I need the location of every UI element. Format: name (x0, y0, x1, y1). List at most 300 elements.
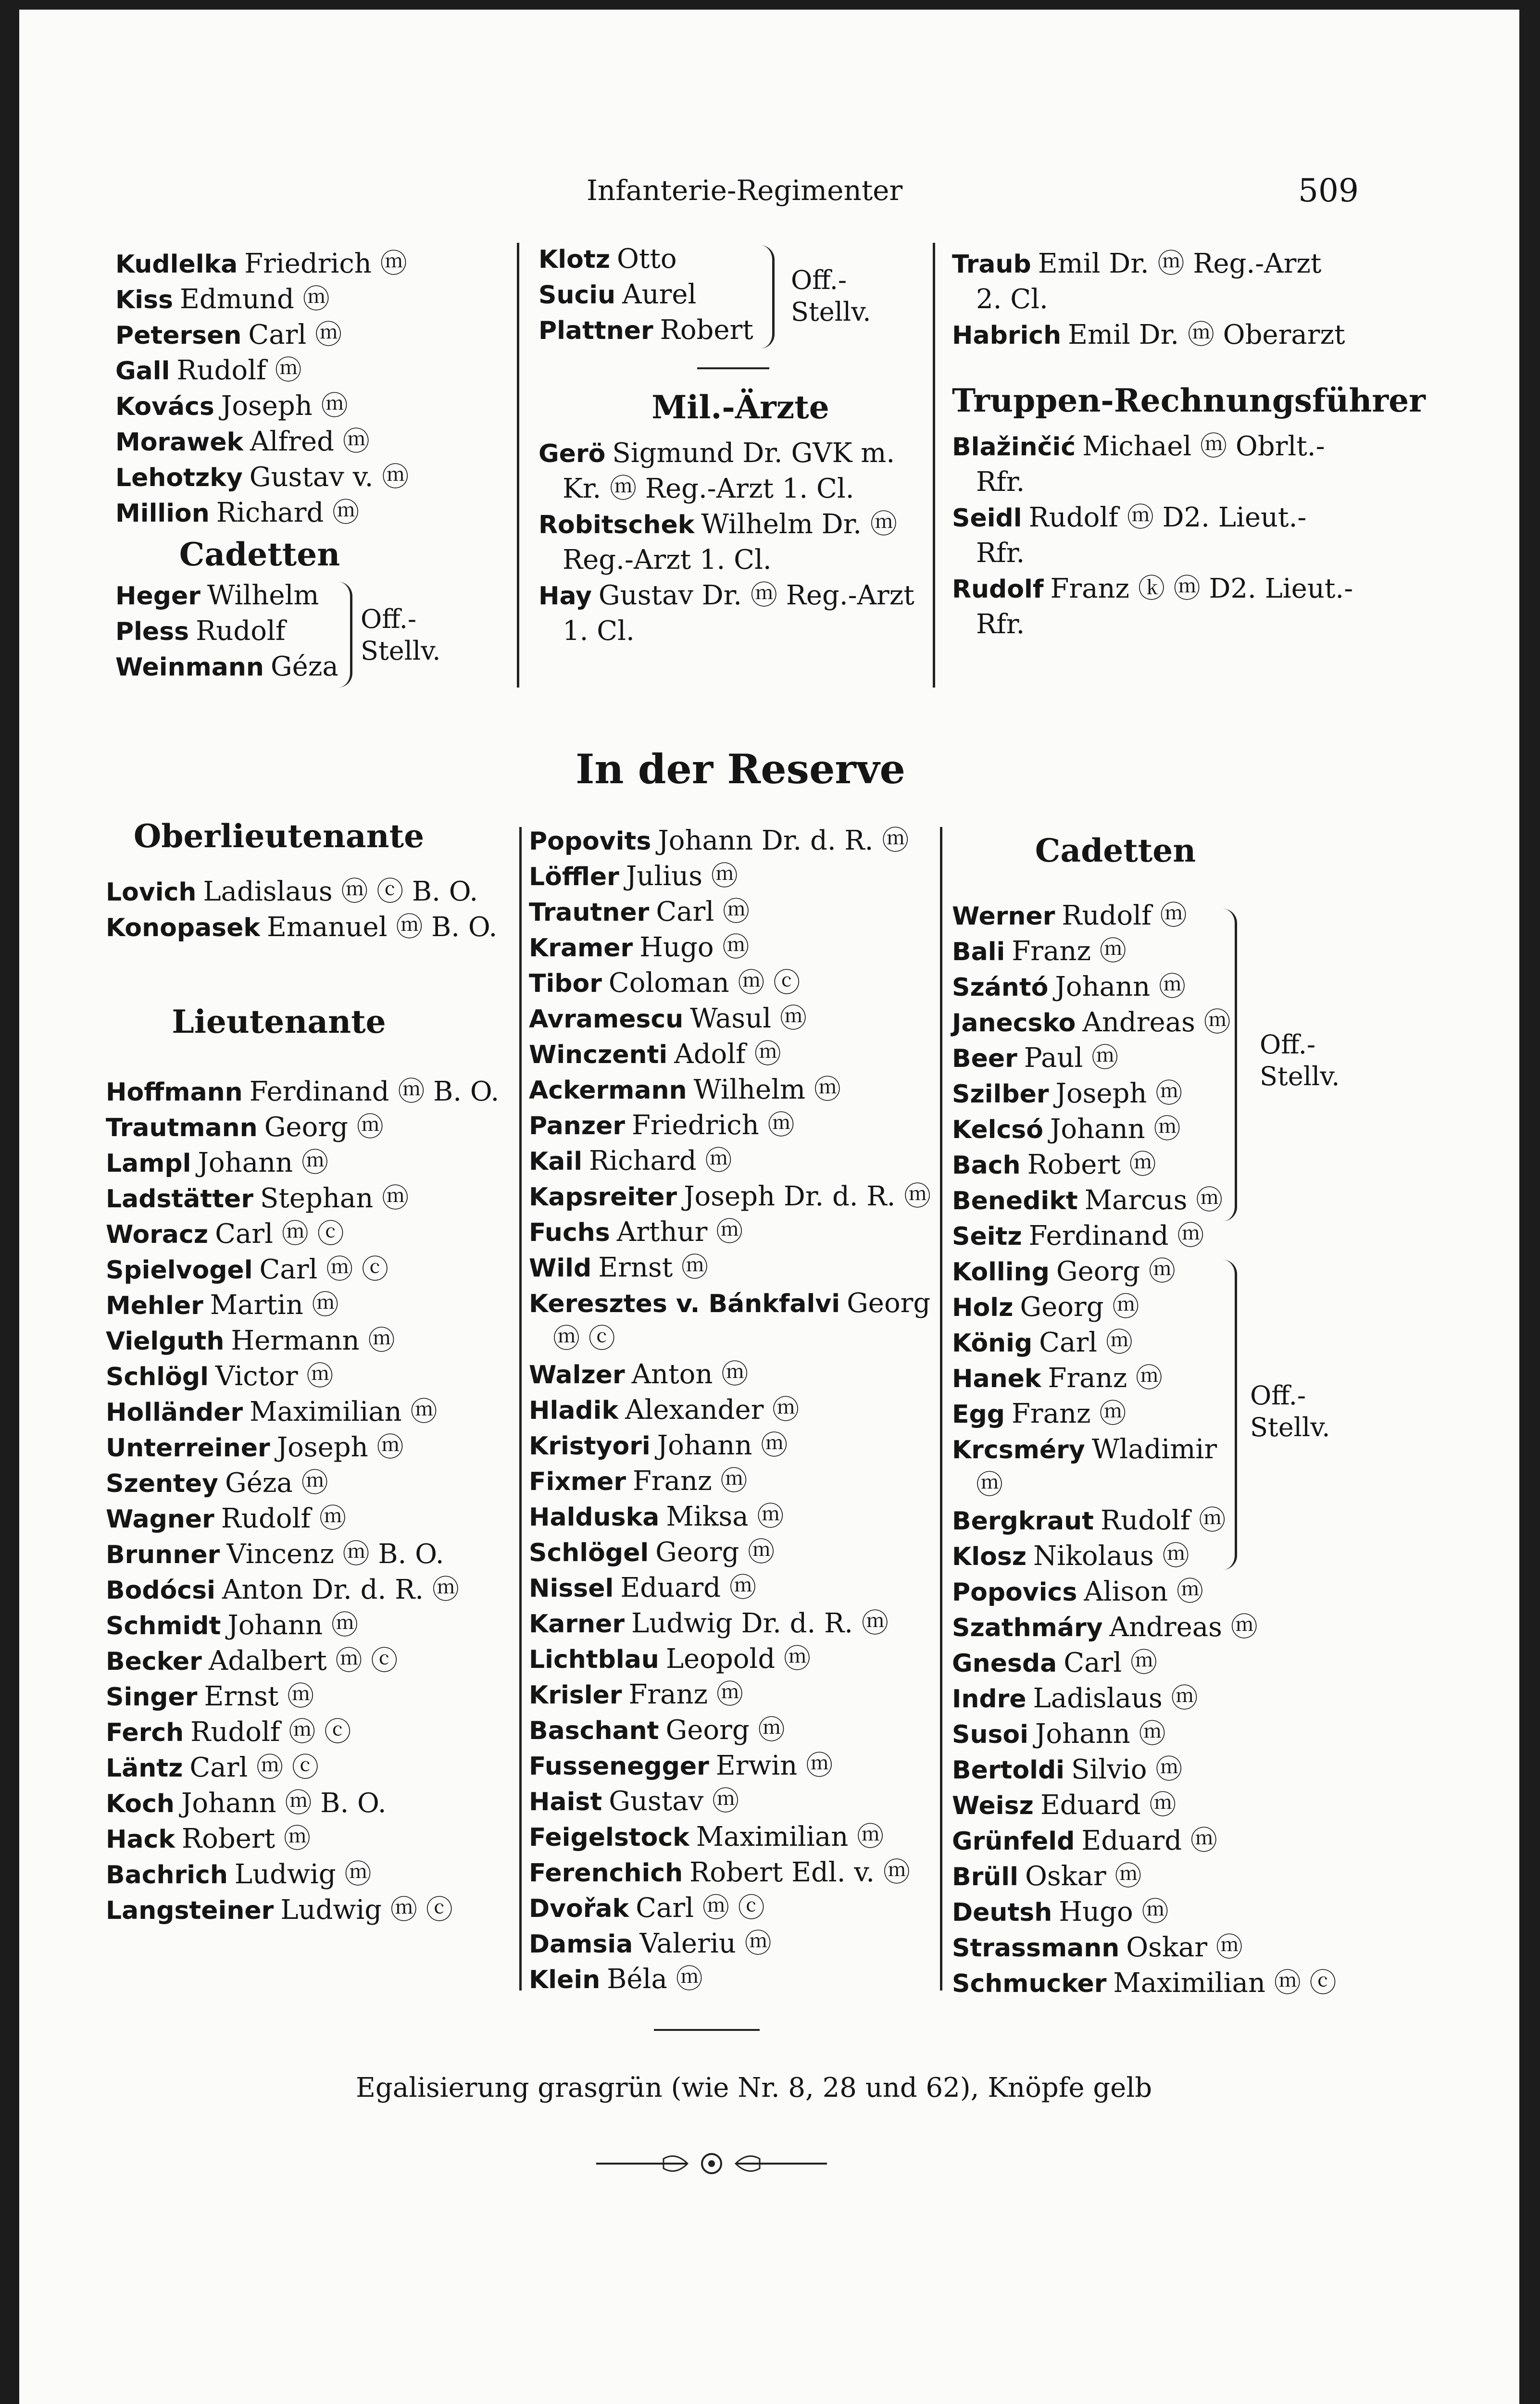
surname: Fussenegger (529, 1752, 709, 1781)
surname: Wagner (106, 1505, 214, 1534)
off-stellv-label (791, 264, 871, 328)
entry-line (952, 1859, 1414, 1894)
entry-detail: Carl ⓜ ⓒ (189, 1752, 319, 1783)
entry-line (952, 1503, 1414, 1539)
page-number: 509 (1298, 172, 1359, 209)
entry-detail: Miksa ⓜ (666, 1501, 784, 1532)
entry-continuation: 2. Cl. (976, 284, 1048, 315)
entry-line (529, 1713, 952, 1748)
entry-detail: Marcus ⓜ (1084, 1185, 1223, 1216)
entry-line (529, 1855, 952, 1891)
entry-detail: Erwin ⓜ (715, 1750, 833, 1781)
entry-detail: Rudolf ⓜ (221, 1503, 346, 1534)
entry-detail: Julius ⓜ (626, 861, 738, 892)
surname: Gnesda (952, 1649, 1057, 1678)
off-stellv-label (1250, 1380, 1330, 1443)
entry-line (115, 353, 500, 388)
entry-detail: Carl ⓜ (248, 319, 342, 351)
surname: Krcsméry (952, 1436, 1085, 1465)
entry-detail: Valeriu ⓜ (639, 1928, 772, 1959)
entry-detail: Béla ⓜ (607, 1964, 703, 1995)
surname: Klotz (538, 245, 610, 274)
entry-line (529, 894, 952, 930)
entry-line (952, 1645, 1414, 1681)
surname: Vielguth (106, 1327, 225, 1356)
surname: Szentey (106, 1469, 219, 1498)
surname: Bachrich (106, 1861, 228, 1890)
surname: Spielvogel (106, 1256, 253, 1285)
entry-detail: Franz ⓜ (1012, 936, 1127, 967)
surname: Löffler (529, 863, 619, 891)
entry-line (106, 1608, 529, 1643)
surname: Singer (106, 1683, 198, 1712)
surname: Benedikt (952, 1187, 1078, 1215)
mil-aerzte-heading: Mil.-Ärzte (651, 388, 829, 426)
surname: Konopasek (106, 914, 260, 942)
entry-detail: Emanuel ⓜ B. O. (266, 912, 498, 943)
entry-line (115, 388, 500, 424)
surname: Halduska (529, 1503, 660, 1532)
surname: Brunner (106, 1540, 220, 1569)
surname: Hoffmann (106, 1078, 243, 1107)
surname: Ladstätter (106, 1185, 253, 1214)
entry-detail: Carl ⓜ ⓒ (215, 1218, 344, 1250)
entry-line (106, 1252, 529, 1288)
entry-line (529, 1819, 952, 1855)
entry-continuation: ⓜ ⓒ (553, 1323, 615, 1354)
entry-line (529, 965, 952, 1001)
entry-detail: Wilhelm ⓜ (693, 1074, 841, 1105)
entry-detail: Gustav Dr. ⓜ Reg.-Arzt (598, 580, 914, 611)
entry-line (529, 1001, 952, 1037)
brace (1221, 1260, 1237, 1570)
entry-line (538, 277, 942, 313)
entry-detail: Ludwig ⓜ (234, 1859, 372, 1890)
entry-line (529, 1143, 952, 1179)
entry-line (952, 1076, 1414, 1112)
entry-detail: Georg ⓜ (1020, 1291, 1139, 1323)
entry-line (952, 1183, 1414, 1218)
entry-line (529, 1499, 952, 1535)
surname: Hay (538, 582, 592, 611)
entry-line (106, 1394, 529, 1430)
entry-detail: Rudolf (196, 615, 286, 647)
entry-line (106, 1679, 529, 1715)
entry-line (106, 1074, 529, 1110)
surname: Klein (529, 1966, 601, 1994)
entry-line (106, 1537, 529, 1572)
surname: Gerö (538, 439, 606, 468)
entry-line (952, 1432, 1414, 1467)
entry-line (529, 1072, 952, 1108)
entry-detail: Ludwig ⓜ ⓒ (280, 1894, 453, 1926)
entry-detail: Maximilian ⓜ (250, 1396, 438, 1427)
entry-line (115, 460, 500, 495)
surname: Krisler (529, 1681, 622, 1710)
surname: Beer (952, 1044, 1017, 1073)
entry-detail: Emil Dr. ⓜ Oberarzt (1068, 319, 1345, 351)
entry-line (529, 823, 952, 859)
surname: Läntz (106, 1754, 183, 1783)
entry-detail: Georg (847, 1288, 931, 1319)
entry-line (106, 1288, 529, 1323)
entry-detail: Nikolaus ⓜ (1033, 1540, 1189, 1572)
off-stellv-text: Off.- Stellv. (1260, 1029, 1340, 1091)
entry-line (952, 1218, 1414, 1254)
surname: Trautmann (106, 1114, 258, 1142)
entry-detail: Alfred ⓜ (250, 426, 370, 457)
brace (760, 245, 775, 349)
surname: Schmidt (106, 1612, 221, 1640)
entry-line (952, 1539, 1414, 1574)
entry-line (106, 1430, 529, 1465)
entry-line (115, 495, 500, 531)
entry-detail: Alexander ⓜ (625, 1394, 800, 1426)
entry-detail: Ludwig Dr. d. R. ⓜ (631, 1608, 889, 1639)
surname: Winczenti (529, 1040, 668, 1069)
entry-detail: Richard ⓜ (216, 497, 360, 528)
entry-detail: Friedrich ⓜ (632, 1110, 795, 1141)
entry-line (106, 1572, 529, 1608)
column-rule (933, 243, 935, 688)
entry-detail: Johann ⓜ (1055, 971, 1186, 1002)
surname: Schlögel (529, 1539, 649, 1567)
entry-detail: Edmund ⓜ (180, 284, 330, 315)
entry-detail: Alison ⓜ (1084, 1576, 1203, 1607)
entry-line (952, 1396, 1414, 1432)
entry-line (106, 1750, 529, 1786)
surname: Traub (952, 250, 1031, 279)
surname: Kovács (115, 392, 214, 421)
entry-line (106, 1715, 529, 1750)
surname: Bodócsi (106, 1576, 215, 1605)
entry-detail: Otto (616, 243, 677, 275)
entry-line (106, 1110, 529, 1145)
entry-line (952, 1788, 1414, 1823)
surname: Bach (952, 1151, 1021, 1180)
entry-line (529, 1784, 952, 1819)
surname: Dvořak (529, 1894, 629, 1923)
surname: Habrich (952, 321, 1062, 350)
entry-line (952, 1966, 1414, 2001)
surname: Lichtblau (529, 1645, 659, 1674)
entry-line (529, 1179, 952, 1215)
entry-detail: Johann ⓜ B. O. (181, 1788, 387, 1819)
entry-detail: Adalbert ⓜ ⓒ (208, 1645, 398, 1677)
entry-continuation: Reg.-Arzt 1. Cl. (563, 544, 772, 576)
surname: Suciu (538, 281, 616, 310)
surname: Woracz (106, 1220, 209, 1249)
entry-line (529, 859, 952, 894)
surname: Schlögl (106, 1363, 209, 1391)
entry-detail: Hugo ⓜ (1059, 1896, 1169, 1928)
reserve-col2 (529, 823, 952, 1997)
entry-line (529, 1891, 952, 1926)
surname: Hack (106, 1825, 175, 1854)
entry-line (952, 1574, 1414, 1610)
surname: Panzer (529, 1112, 626, 1140)
entry-continuation: Rfr. (976, 538, 1025, 569)
entry-detail: Stephan ⓜ (260, 1183, 409, 1214)
surname: Ferenchich (529, 1859, 683, 1888)
entry-detail: Andreas ⓜ (1109, 1612, 1258, 1643)
entry-detail: Gustav ⓜ (609, 1786, 739, 1817)
entry-line (529, 1392, 952, 1428)
entry-line (952, 317, 1433, 353)
surname: Kolling (952, 1258, 1050, 1287)
entry-line (538, 578, 942, 614)
entry-line (529, 1962, 952, 1997)
entry-detail: Arthur ⓜ (616, 1216, 743, 1248)
entry-detail: Johann ⓜ (657, 1430, 788, 1461)
surname: Mehler (106, 1291, 203, 1320)
entry-detail: Maximilian ⓜ ⓒ (1113, 1967, 1337, 1999)
top-col2 (538, 241, 942, 649)
surname: Szilber (952, 1080, 1049, 1109)
entry-detail: Friedrich ⓜ (244, 248, 407, 279)
entry-detail: Robert ⓜ (1027, 1149, 1156, 1180)
running-header: Infanterie-Regimenter (587, 174, 903, 207)
off-stellv-text: Off.- Stellv. (361, 604, 441, 666)
surname: König (952, 1329, 1033, 1358)
entry-line (952, 1361, 1414, 1396)
surname: Million (115, 499, 210, 528)
surname: Damsia (529, 1930, 633, 1959)
entry-line (952, 898, 1414, 934)
surname: Kudlelka (115, 250, 238, 279)
surname: Szántó (952, 973, 1049, 1002)
surname: Ackermann (529, 1076, 687, 1105)
entry-detail: Rudolf ⓜ ⓒ (190, 1716, 351, 1748)
column-rule (940, 827, 942, 1991)
entry-detail: Joseph ⓜ (276, 1432, 404, 1463)
entry-detail: Georg ⓜ (655, 1537, 775, 1568)
entry-line (529, 1108, 952, 1143)
entry-detail: Géza (270, 651, 338, 682)
entry-detail: Franz ⓚ ⓜ D2. Lieut.- (1050, 573, 1353, 604)
entry-detail: Carl ⓜ (656, 896, 750, 927)
entry-detail: Carl ⓜ (1039, 1327, 1133, 1358)
surname: Bali (952, 938, 1005, 966)
entry-line (106, 1145, 529, 1181)
surname: Grünfeld (952, 1827, 1075, 1856)
brace (337, 582, 352, 688)
entry-line (115, 317, 500, 353)
entry-continuation: Kr. ⓜ Reg.-Arzt 1. Cl. (563, 473, 854, 504)
entry-detail: Georg ⓜ (1056, 1256, 1176, 1287)
surname: Holz (952, 1293, 1014, 1322)
short-rule (697, 367, 769, 369)
entry-detail: Franz ⓜ (628, 1679, 743, 1710)
entry-line (106, 1323, 529, 1359)
surname: Robitschek (538, 511, 695, 539)
entry-detail: Eduard ⓜ (1040, 1790, 1177, 1821)
entry-detail: Géza ⓜ (225, 1467, 328, 1499)
entry-detail: Emil Dr. ⓜ Reg.-Arzt (1038, 248, 1322, 279)
entry-detail: Johann Dr. d. R. ⓜ (658, 825, 909, 856)
entry-detail: Johann ⓜ (227, 1610, 358, 1641)
surname: Trautner (529, 898, 650, 927)
entry-detail: Hermann ⓜ (231, 1325, 395, 1356)
surname: Kiss (115, 286, 174, 314)
entry-detail: Anton ⓜ (631, 1359, 749, 1390)
surname: Hanek (952, 1365, 1041, 1393)
entry-line (106, 1857, 529, 1892)
entry-detail: Carl ⓜ ⓒ (259, 1254, 389, 1285)
entry-detail: Oskar ⓜ (1126, 1932, 1243, 1963)
entry-line (529, 1428, 952, 1464)
entry-line (115, 649, 500, 685)
surname: Gall (115, 357, 170, 386)
entry-line (952, 1716, 1414, 1752)
surname: Unterreiner (106, 1434, 270, 1463)
entry-detail: Ernst ⓜ (598, 1252, 708, 1283)
entry-line (106, 1181, 529, 1216)
entry-detail: Anton Dr. d. R. ⓜ (222, 1574, 459, 1605)
surname: Kelcsó (952, 1115, 1043, 1144)
surname: Susoi (952, 1720, 1028, 1749)
surname: Brüll (952, 1863, 1018, 1891)
entry-line (538, 507, 942, 542)
entry-line (106, 1786, 529, 1821)
entry-line (529, 1570, 952, 1606)
cadetten-heading: Cadetten (179, 536, 340, 573)
entry-detail: Ernst ⓜ (204, 1681, 314, 1712)
entry-line (529, 1641, 952, 1677)
entry-line (529, 1250, 952, 1286)
entry-detail: Carl ⓜ ⓒ (636, 1892, 765, 1924)
entry-line (529, 1215, 952, 1250)
surname: Haist (529, 1788, 602, 1816)
entry-detail: Silvio ⓜ (1071, 1754, 1183, 1785)
entry-continuation: ⓜ (976, 1469, 1003, 1501)
entry-line (106, 910, 529, 945)
entry-detail: Ladislaus ⓜ (1033, 1683, 1198, 1714)
entry-line (106, 1359, 529, 1394)
surname: Tibor (529, 969, 602, 998)
reserve-col3 (952, 832, 1414, 2001)
entry-line (952, 1823, 1414, 1859)
entry-line (106, 874, 529, 910)
entry-line (115, 578, 500, 614)
surname: Szathmáry (952, 1614, 1103, 1642)
entry-line (529, 1535, 952, 1570)
surname: Schmucker (952, 1969, 1107, 1998)
entry-line (952, 1610, 1414, 1645)
entry-line (952, 1290, 1414, 1325)
surname: Lovich (106, 878, 197, 907)
surname: Baschant (529, 1716, 659, 1745)
entry-line (538, 313, 942, 348)
surname: Petersen (115, 321, 242, 350)
entry-detail: Rudolf ⓜ (1062, 900, 1187, 931)
entry-line (529, 1357, 952, 1392)
entry-detail: Michael ⓜ Obrlt.- (1082, 431, 1325, 462)
entry-line (952, 1112, 1414, 1147)
entry-detail: Ladislaus ⓜ ⓒ B. O. (203, 876, 478, 907)
brace (1221, 909, 1237, 1221)
surname: Indre (952, 1685, 1027, 1714)
entry-line (952, 1254, 1414, 1290)
column-rule (519, 827, 522, 1991)
entry-detail: Sigmund Dr. GVK m. (612, 438, 895, 469)
surname: Blažinčić (952, 433, 1076, 462)
surname: Lampl (106, 1149, 191, 1178)
entry-line (529, 1286, 952, 1321)
reserve-col1 (106, 817, 529, 1928)
entry-detail: Carl ⓜ (1064, 1647, 1157, 1678)
entry-line (952, 1040, 1414, 1076)
surname: Deutsh (952, 1898, 1052, 1927)
entry-line (115, 614, 500, 649)
surname: Seidl (952, 504, 1022, 533)
entry-detail: Adolf ⓜ (674, 1039, 781, 1070)
entry-line (952, 1894, 1414, 1930)
surname: Weinmann (115, 653, 264, 682)
surname: Rudolf (952, 575, 1044, 604)
entry-detail: Eduard ⓜ (620, 1572, 756, 1603)
entry-line (538, 436, 942, 471)
entry-detail: Ferdinand ⓜ B. O. (249, 1076, 500, 1107)
entry-detail: Paul ⓜ (1024, 1042, 1119, 1074)
surname: Janecsko (952, 1009, 1076, 1038)
surname: Egg (952, 1400, 1005, 1429)
entry-detail: Franz ⓜ (1048, 1363, 1163, 1394)
off-stellv-text: Off.- Stellv. (1250, 1380, 1330, 1442)
entry-detail: Rudolf ⓜ (176, 355, 302, 386)
entry-line (115, 246, 500, 282)
entry-continuation: Rfr. (976, 609, 1025, 640)
surname: Strassmann (952, 1934, 1120, 1963)
surname: Plattner (538, 316, 653, 345)
entry-line (952, 246, 1433, 282)
entry-line (529, 930, 952, 965)
rechnungsfuehrer-heading: Truppen-Rechnungsführer (952, 382, 1426, 419)
off-stellv-label (361, 603, 440, 667)
entry-detail: Robert Edl. v. ⓜ (689, 1857, 910, 1888)
entry-detail: Richard ⓜ (589, 1145, 732, 1177)
column-rule (517, 243, 519, 688)
entry-detail: Franz ⓜ (632, 1465, 748, 1497)
entry-line (952, 1005, 1414, 1040)
surname: Karner (529, 1610, 625, 1639)
entry-detail: Wilhelm Dr. ⓜ (701, 509, 897, 540)
off-stellv-label (1260, 1029, 1340, 1092)
entry-detail: Hugo ⓜ (639, 932, 750, 963)
entry-detail: Franz ⓜ (1011, 1398, 1127, 1429)
entry-detail: Ferdinand ⓜ (1028, 1220, 1204, 1252)
document-page (19, 10, 1519, 2404)
surname: Heger (115, 582, 200, 611)
entry-detail: Maximilian ⓜ (696, 1821, 884, 1853)
entry-detail: Oskar ⓜ (1025, 1861, 1142, 1892)
surname: Seitz (952, 1222, 1022, 1251)
entry-detail: Vincenz ⓜ B. O. (226, 1539, 444, 1570)
entry-line (529, 1464, 952, 1499)
surname: Hladik (529, 1396, 619, 1425)
surname: Bergkraut (952, 1507, 1094, 1536)
top-col3 (952, 246, 1433, 642)
surname: Weisz (952, 1791, 1034, 1820)
entry-detail: Joseph ⓜ (1055, 1078, 1183, 1109)
entry-line (952, 1930, 1414, 1966)
surname: Lehotzky (115, 463, 243, 492)
surname: Fuchs (529, 1218, 610, 1247)
entry-line (538, 241, 942, 277)
entry-line (952, 934, 1414, 969)
entry-detail: Robert ⓜ (182, 1823, 311, 1854)
surname: Popovits (529, 827, 651, 856)
